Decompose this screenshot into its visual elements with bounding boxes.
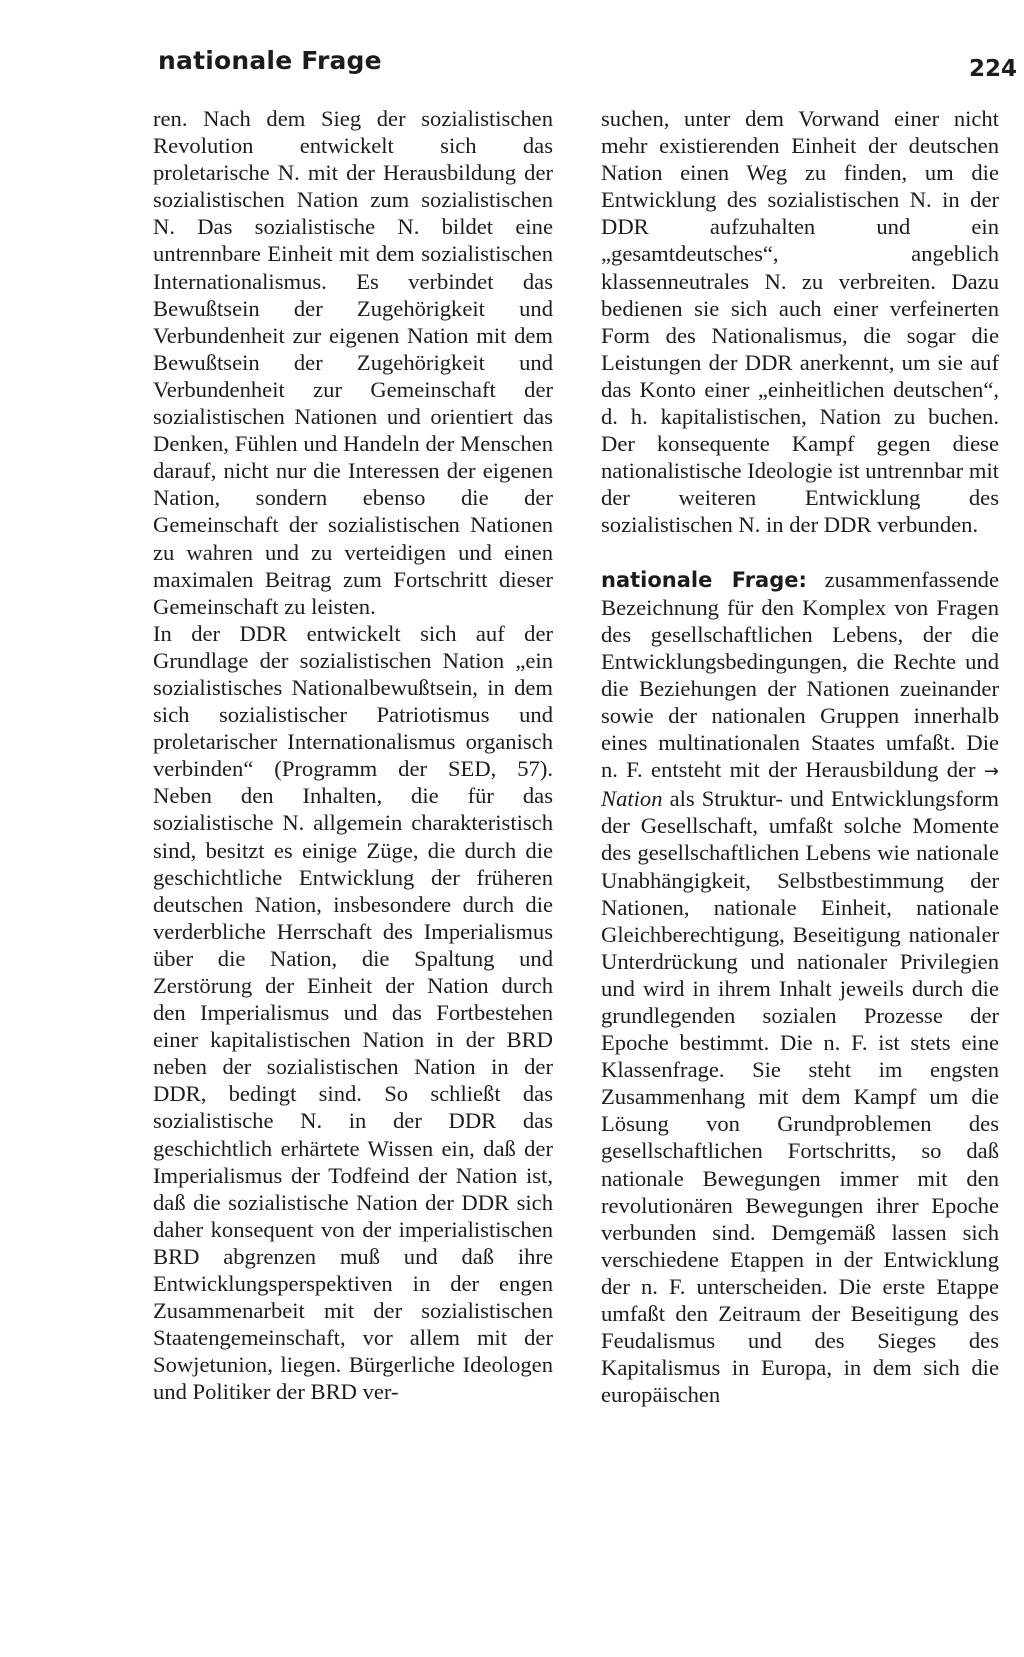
left-column <box>153 105 553 1406</box>
cross-reference[interactable]: Nation <box>601 786 663 812</box>
dictionary-entry <box>601 566 999 1409</box>
entry-headword: nationale Frage: <box>601 567 807 592</box>
right-column <box>601 105 999 1408</box>
running-head-title: nationale Frage <box>158 46 382 75</box>
paragraph: suchen, unter dem Vorwand einer nicht mehr existierenden Einheit der deutschen Nation einen Weg zu finden, um die Entwicklung des sozialistischen N. in der DDR aufzuhalten und ein „gesamtdeutsches“, angeblich klassenneutrales N. zu verbreiten. Dazu bedienen sie sich auch einer verfeinerten Form des Nationalismus, die sogar die Leistungen der DDR anerkennt, um sie auf das Konto einer „einheitlichen deutschen“, d. h. kapitalistischen, Nation zu buchen. Der konsequente Kampf gegen diese nationalistische Ideologie ist untrennbar mit der weiteren Entwicklung des sozialistischen N. in der DDR verbunden. <box>601 106 999 538</box>
entry-text: zusammenfassende Bezeichnung für den Komplex von Fragen des gesellschaftlichen Lebens, der die Entwicklungsbedingungen, die Rechte und die Beziehungen der Nationen zueinander sowie der nationalen Gruppen innerhalb eines multinationalen Staates umfaßt. Die n. F. entsteht mit der Herausbildung der <box>601 566 999 783</box>
paragraph: In der DDR entwickelt sich auf der Grundlage der sozialistischen Nation „ein sozialistisches Nationalbewußtsein, in dem sich sozialistischer Patriotismus und proletarischer Internationalismus organisch verbinden“ (Programm der SED, 57). Neben den Inhalten, die für das sozialistische N. allgemein charakteristisch sind, besitzt es einige Züge, die durch die geschichtliche Entwicklung der früheren deutschen Nation, insbesondere durch die verderbliche Herrschaft des Imperialismus über die Nation, die Spaltung und Zerstörung der Einheit der Nation durch den Imperialismus und das Fortbestehen einer kapitalistischen Nation in der BRD neben der sozialistischen Nation in der DDR, bedingt sind. So schließt das sozialistische N. in der DDR das geschichtlich erhärtete Wissen ein, daß der Imperialismus der Todfeind der Nation ist, daß die sozialistische Nation der DDR sich daher konsequent von der imperialistischen BRD abgrenzen muß und daß ihre Entwicklungsperspektiven in der engen Zusammenarbeit mit der sozialistischen Staatengemeinschaft, vor allem mit der Sowjetunion, liegen. Bürgerliche Ideologen und Politiker der BRD ver- <box>153 620 553 1405</box>
page-number: 224 <box>969 56 1018 82</box>
cross-reference-arrow-icon: → <box>983 761 999 783</box>
entry-text-continued: als Struktur- und Entwicklungsform der Gesellschaft, umfaßt solche Momente des gesellschaftlichen Lebens wie nationale Unabhängigkeit, Selbstbestimmung der Nationen, nationale Einheit, nationale Gleichberechtigung, Beseitigung nationaler Unterdrückung und nationaler Privilegien und wird in ihrem Inhalt jeweils durch die grundlegenden sozialen Prozesse der Epoche bestimmt. Die n. F. ist stets eine Klassenfrage. Sie steht im engsten Zusammenhang mit dem Kampf um die Lösung von Grundproblemen des gesellschaftlichen Fortschritts, so daß nationale Bewegungen immer mit den revolutionären Bewegungen ihrer Epoche verbunden sind. Demgemäß lassen sich verschiedene Etappen in der Entwicklung der n. F. unterscheiden. Die erste Etappe umfaßt den Zeitraum der Beseitigung des Feudalismus und des Sieges des Kapitalismus in Europa, in dem sich die europäischen <box>601 786 999 1408</box>
paragraph: ren. Nach dem Sieg der sozialistischen Revolution entwickelt sich das proletarische N. mit der Herausbildung der sozialistischen Nation zum sozialistischen N. Das sozialistische N. bildet eine untrennbare Einheit mit dem sozialistischen Internationalismus. Es verbindet das Bewußtsein der Zugehörigkeit und Verbundenheit zur eigenen Nation mit dem Bewußtsein der Zugehörigkeit und Verbundenheit zur Gemeinschaft der sozialistischen Nationen und orientiert das Denken, Fühlen und Handeln der Menschen darauf, nicht nur die Interessen der eigenen Nation, sondern ebenso die der Gemeinschaft der sozialistischen Nationen zu wahren und zu verteidigen und einen maximalen Beitrag zum Fortschritt dieser Gemeinschaft zu leisten. <box>153 106 553 619</box>
